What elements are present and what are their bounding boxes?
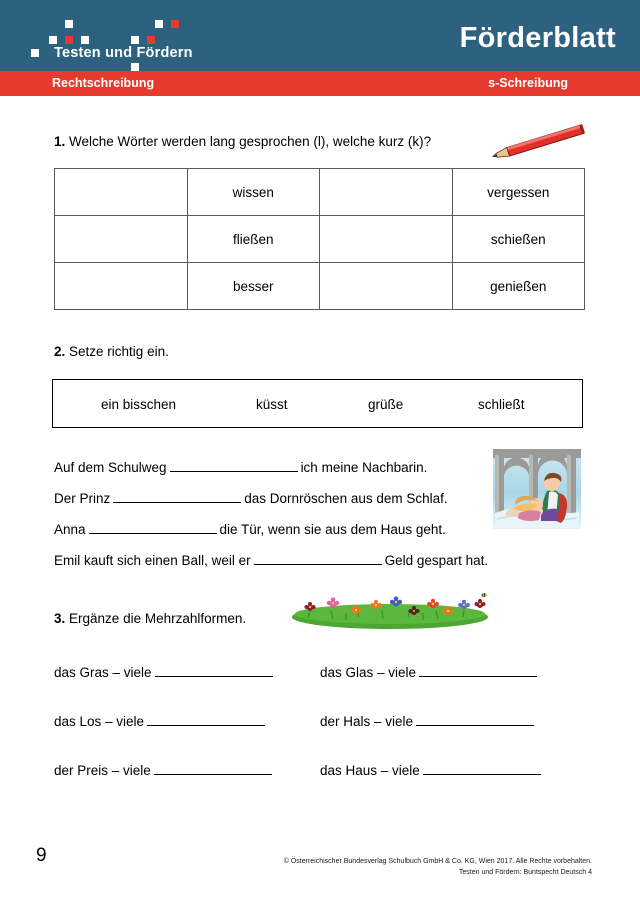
logo-square-red [171, 20, 179, 28]
sentence-before: Auf dem Schulweg [54, 460, 167, 475]
table-cell-blank[interactable] [320, 169, 453, 216]
answer-blank[interactable] [419, 662, 537, 677]
plural-label: der Preis – viele [54, 763, 151, 778]
logo-square-red [65, 36, 73, 44]
sleeping-beauty-illustration [489, 445, 585, 533]
word-bank-item[interactable]: küsst [256, 397, 288, 412]
logo [26, 8, 206, 70]
table-cell-blank[interactable] [320, 216, 453, 263]
table-cell-blank[interactable] [55, 216, 188, 263]
exercise-2-word-bank [52, 379, 583, 428]
exercise-1-table [54, 168, 585, 310]
logo-square-white [49, 36, 57, 44]
footer-copyright [284, 856, 592, 878]
plural-item [320, 711, 537, 729]
bee-icon [481, 592, 487, 597]
logo-square-white [65, 20, 73, 28]
exercise-1-text: Welche Wörter werden lang gesprochen (l), welche kurz (k)? [69, 134, 432, 149]
table-row [55, 216, 585, 263]
exercise-2-sentence [54, 457, 427, 475]
word-bank-item[interactable]: schließt [478, 397, 525, 412]
table-row [55, 169, 585, 216]
logo-square-white [155, 20, 163, 28]
exercise-3-instruction [54, 611, 246, 626]
sentence-before: Anna [54, 522, 86, 537]
table-cell-word: fließen [187, 216, 320, 263]
exercise-1-number: 1. [54, 134, 66, 149]
logo-square-white [31, 49, 39, 57]
word-bank-item[interactable]: grüße [368, 397, 404, 412]
table-cell-word: besser [187, 263, 320, 310]
table-cell-blank[interactable] [320, 263, 453, 310]
plural-item [320, 760, 544, 778]
table-cell-blank[interactable] [55, 263, 188, 310]
logo-square-white [131, 63, 139, 71]
exercise-3-text: Ergänze die Mehrzahlformen. [69, 611, 247, 626]
table-row [55, 263, 585, 310]
plural-label: das Haus – viele [320, 763, 420, 778]
copyright-line-2: Testen und Fördern: Buntspecht Deutsch 4 [458, 869, 592, 876]
pencil-icon [487, 122, 597, 164]
exercise-1-instruction [54, 134, 431, 149]
plural-item [54, 760, 275, 778]
sentence-after: ich meine Nachbarin. [300, 460, 428, 475]
table-cell-word: schießen [452, 216, 585, 263]
logo-square-white [131, 36, 139, 44]
table-cell-word: genießen [452, 263, 585, 310]
sentence-before: Der Prinz [54, 491, 111, 506]
exercise-2-sentence [54, 519, 446, 537]
sentence-after: die Tür, wenn sie aus dem Haus geht. [219, 522, 446, 537]
plural-label: das Gras – viele [54, 665, 152, 680]
page-number: 9 [36, 845, 47, 866]
plural-label: das Glas – viele [320, 665, 417, 680]
page-header [0, 0, 640, 71]
page-title: Förderblatt [459, 22, 616, 54]
logo-square-red [147, 36, 155, 44]
word-bank-item[interactable]: ein bisschen [101, 397, 177, 412]
plural-label: das Los – viele [54, 714, 145, 729]
sentence-after: Geld gespart hat. [384, 553, 489, 568]
answer-blank[interactable] [423, 760, 541, 775]
plural-item [54, 662, 276, 680]
sentence-before: Emil kauft sich einen Ball, weil er [54, 553, 251, 568]
exercise-2-instruction [54, 344, 169, 359]
table-cell-word: vergessen [452, 169, 585, 216]
plural-item [54, 711, 268, 729]
answer-blank[interactable] [154, 760, 272, 775]
table-cell-word: wissen [187, 169, 320, 216]
logo-square-white [81, 36, 89, 44]
copyright-line-1: © Österreichischer Bundesverlag Schulbuch GmbH & Co. KG, Wien 2017. Alle Rechte vorbehalten. [283, 858, 592, 865]
topic-label: s-Schreibung [488, 76, 568, 90]
exercise-3-number: 3. [54, 611, 66, 626]
table-cell-blank[interactable] [55, 169, 188, 216]
flower-meadow-illustration [288, 592, 493, 632]
subject-label: Rechtschreibung [52, 76, 155, 90]
answer-blank[interactable] [147, 711, 265, 726]
answer-blank[interactable] [416, 711, 534, 726]
logo-text: Testen und Fördern [54, 45, 193, 61]
subject-band [0, 71, 640, 96]
plural-label: der Hals – viele [320, 714, 414, 729]
exercise-2-number: 2. [54, 344, 66, 359]
exercise-2-sentence [54, 550, 488, 568]
sentence-after: das Dornröschen aus dem Schlaf. [244, 491, 448, 506]
answer-blank[interactable] [170, 457, 298, 472]
answer-blank[interactable] [155, 662, 273, 677]
answer-blank[interactable] [89, 519, 217, 534]
plural-item [320, 662, 540, 680]
answer-blank[interactable] [113, 488, 241, 503]
answer-blank[interactable] [254, 550, 382, 565]
exercise-2-sentence [54, 488, 448, 506]
exercise-2-text: Setze richtig ein. [69, 344, 169, 359]
